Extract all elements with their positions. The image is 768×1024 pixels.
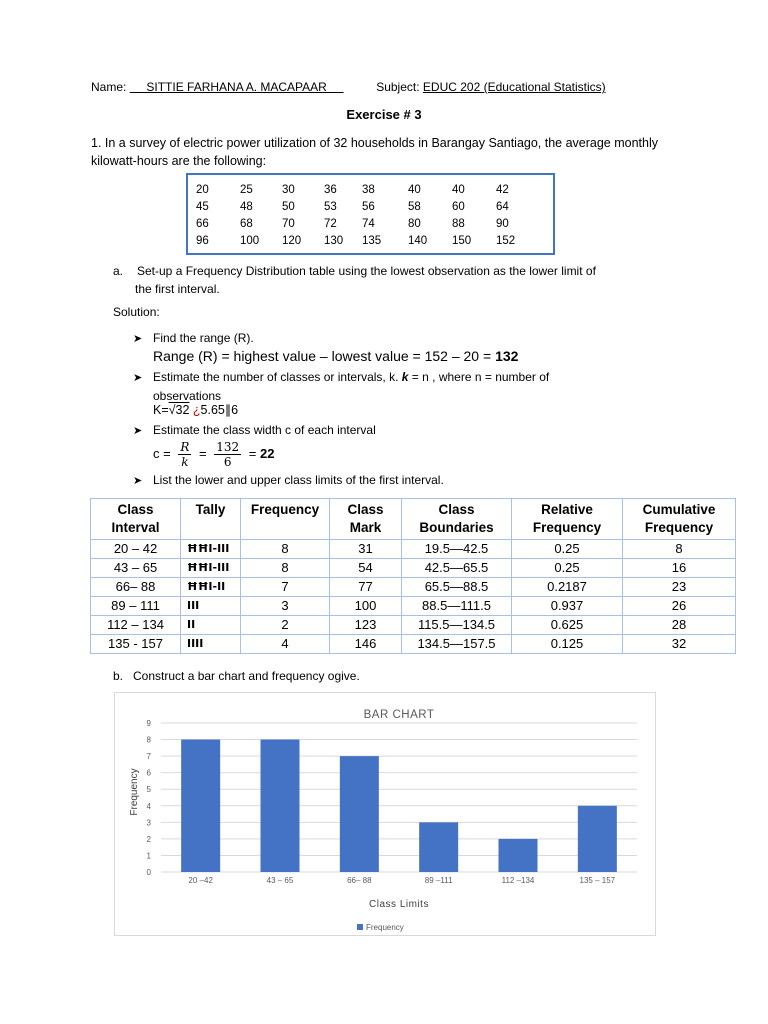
raw-data-cell: 88 (452, 217, 465, 230)
page-title: Exercise # 3 (346, 107, 422, 122)
table-header: Class Mark (330, 499, 402, 540)
table-cell: 123 (330, 616, 402, 635)
x-tick-label: 66– 88 (347, 876, 372, 885)
table-cell: 115.5—134.5 (402, 616, 512, 635)
table-cell: 0.937 (512, 597, 623, 616)
raw-data-cell: 68 (240, 217, 253, 230)
step-c-text: Estimate the class width c of each interval (153, 423, 376, 437)
y-tick-label: 8 (146, 735, 151, 745)
table-row (91, 597, 736, 616)
table-header: Relative Frequency (512, 499, 623, 540)
raw-data-cell: 140 (408, 234, 428, 247)
name-value: SITTIE FARHANA A. MACAPAAR (129, 80, 344, 94)
raw-data-cell: 50 (282, 200, 295, 213)
table-row (91, 559, 736, 578)
raw-data-cell: 74 (362, 217, 375, 230)
step-k-text-2: observations (153, 389, 222, 403)
arrow-bullet-icon: ➤ (133, 475, 143, 487)
raw-data-cell: 130 (324, 234, 344, 247)
raw-data-cell: 120 (282, 234, 302, 247)
table-cell: 66– 88 (91, 578, 181, 597)
raw-data-cell: 53 (324, 200, 337, 213)
table-cell: 100 (330, 597, 402, 616)
y-tick-label: 3 (146, 818, 151, 828)
table-cell: 16 (623, 559, 736, 578)
table-cell: 4 (241, 635, 330, 654)
y-tick-label: 6 (146, 768, 151, 778)
frequency-table (90, 498, 735, 654)
table-cell: 112 – 134 (91, 616, 181, 635)
raw-data-row (196, 232, 532, 249)
raw-data-cell: 152 (496, 234, 516, 247)
step-k-text-1: Estimate the number of classes or intervals, k. (153, 370, 399, 384)
step-k-text-mid: = n , where n = number of (408, 370, 550, 384)
step-c (133, 423, 376, 437)
raw-data-cell: 60 (452, 200, 465, 213)
table-cell: 2 (241, 616, 330, 635)
c-formula (153, 440, 274, 469)
table-cell: 8 (623, 540, 736, 559)
y-tick-label: 5 (146, 785, 151, 795)
subject-value: EDUC 202 (Educational Statistics) (422, 80, 606, 94)
raw-data-row (196, 215, 532, 232)
k-formula-red: ¿ (192, 403, 201, 417)
raw-data-cell: 42 (496, 183, 509, 196)
c-result: 22 (259, 445, 275, 461)
table-cell: 8 (241, 559, 330, 578)
name-label: Name: (91, 80, 127, 94)
range-formula-text: Range (R) = highest value – lowest value = 152 – 20 = (153, 348, 496, 364)
step-limits (133, 473, 444, 487)
raw-data-table (186, 173, 555, 255)
solution-label: Solution: (113, 305, 160, 319)
legend-label: Frequency (366, 923, 404, 932)
table-cell: 42.5—65.5 (402, 559, 512, 578)
table-cell: 54 (330, 559, 402, 578)
raw-data-cell: 80 (408, 217, 421, 230)
raw-data-cell: 70 (282, 217, 295, 230)
table-cell: 31 (330, 540, 402, 559)
arrow-bullet-icon: ➤ (133, 372, 143, 384)
raw-data-cell: 96 (196, 234, 209, 247)
legend-swatch (357, 924, 363, 930)
step-k (133, 368, 653, 405)
table-cell: 0.625 (512, 616, 623, 635)
raw-data-cell: 45 (196, 200, 209, 213)
table-cell: III (181, 597, 241, 616)
y-tick-label: 1 (146, 851, 151, 861)
y-axis-label: Frequency (129, 768, 140, 816)
step-range (133, 331, 254, 345)
table-row (91, 578, 736, 597)
raw-data-cell: 100 (240, 234, 260, 247)
k-formula-rest: 5.65∥6 (200, 403, 239, 417)
k-formula-prefix: K= (153, 403, 169, 417)
raw-data-row (196, 181, 532, 198)
x-tick-label: 135 – 157 (579, 876, 616, 885)
table-header: Cumulative Frequency (623, 499, 736, 540)
table-cell: 134.5—157.5 (402, 635, 512, 654)
bar (340, 756, 379, 872)
x-tick-label: 89 –111 (424, 876, 453, 885)
fraction-132-6: $\frac{132}{6}$ (216, 440, 240, 469)
table-row (91, 635, 736, 654)
raw-data-cell: 25 (240, 183, 253, 196)
table-cell: 135 - 157 (91, 635, 181, 654)
bar (419, 822, 458, 872)
c-result-eq: = (248, 445, 260, 461)
table-cell: 88.5—111.5 (402, 597, 512, 616)
x-tick-label: 20 –42 (188, 876, 213, 885)
table-cell: 7 (241, 578, 330, 597)
k-formula-sqrt: √32 (168, 403, 190, 417)
part-b: b. Construct a bar chart and frequency ogive. (113, 669, 360, 683)
raw-data-cell: 150 (452, 234, 472, 247)
table-cell: 20 – 42 (91, 540, 181, 559)
table-row (91, 616, 736, 635)
range-formula (153, 348, 518, 364)
bar (578, 806, 617, 872)
raw-data-cell: 20 (196, 183, 209, 196)
raw-data-cell: 90 (496, 217, 509, 230)
table-cell: 0.2187 (512, 578, 623, 597)
table-cell: 23 (623, 578, 736, 597)
chart-title: BAR CHART (363, 709, 435, 721)
y-tick-label: 0 (146, 868, 151, 877)
part-a-label: a. (113, 264, 124, 278)
table-cell: 89 – 111 (91, 597, 181, 616)
part-a-text-2: the first interval. (135, 282, 220, 296)
part-a (113, 262, 683, 298)
table-cell: ĦĦI-III (181, 559, 241, 578)
raw-data-cell: 56 (362, 200, 375, 213)
table-cell: ĦĦI-II (181, 578, 241, 597)
table-cell: 0.125 (512, 635, 623, 654)
table-cell: ĦĦI-III (181, 540, 241, 559)
raw-data-cell: 58 (408, 200, 421, 213)
table-header: Frequency (241, 499, 330, 540)
raw-data-cell: 38 (362, 183, 375, 196)
header-line (91, 80, 691, 94)
step-limits-text: List the lower and upper class limits of the first interval. (153, 473, 444, 487)
table-cell: 3 (241, 597, 330, 616)
raw-data-cell: 48 (240, 200, 253, 213)
raw-data-cell: 40 (452, 183, 465, 196)
fraction-r-k: $\frac{R}{k}$ (180, 440, 190, 469)
table-cell: 26 (623, 597, 736, 616)
raw-data-cell: 66 (196, 217, 209, 230)
y-tick-label: 4 (146, 801, 151, 811)
table-cell: 19.5—42.5 (402, 540, 512, 559)
part-a-text-1: Set-up a Frequency Distribution table using the lowest observation as the lower limit of (137, 264, 596, 278)
range-result: 132 (495, 348, 519, 364)
table-cell: 65.5—88.5 (402, 578, 512, 597)
table-cell: 0.25 (512, 559, 623, 578)
table-cell: 32 (623, 635, 736, 654)
k-variable: k (401, 370, 409, 384)
c-formula-lhs: c = (153, 445, 171, 461)
raw-data-cell: 64 (496, 200, 509, 213)
table-cell: 77 (330, 578, 402, 597)
table-cell: 8 (241, 540, 330, 559)
raw-data-cell: 36 (324, 183, 337, 196)
table-cell: 43 – 65 (91, 559, 181, 578)
x-tick-label: 112 –134 (501, 876, 535, 885)
table-cell: 0.25 (512, 540, 623, 559)
table-row (91, 540, 736, 559)
table-header: Tally (181, 499, 241, 540)
step-range-text: Find the range (R). (153, 331, 254, 345)
raw-data-cell: 135 (362, 234, 382, 247)
y-tick-label: 2 (146, 834, 151, 844)
table-cell: 28 (623, 616, 736, 635)
table-cell: 146 (330, 635, 402, 654)
subject-label: Subject: (376, 80, 420, 94)
raw-data-cell: 72 (324, 217, 337, 230)
y-tick-label: 9 (146, 719, 151, 728)
raw-data-row (196, 198, 532, 215)
table-header: Class Boundaries (402, 499, 512, 540)
raw-data-cell: 40 (408, 183, 421, 196)
question-1: 1. In a survey of electric power utilization of 32 households in Barangay Santiago, the average monthly kilowatt-hours are the following: (91, 136, 659, 168)
raw-data-cell: 30 (282, 183, 295, 196)
table-header: Class Interval (91, 499, 181, 540)
bar (499, 839, 538, 872)
c-formula-eq: = (199, 445, 207, 461)
k-formula (153, 402, 238, 417)
bar-chart (114, 692, 656, 936)
x-axis-label: Class Limits (369, 899, 429, 910)
bar (261, 740, 300, 872)
arrow-bullet-icon: ➤ (133, 425, 143, 437)
x-tick-label: 43 – 65 (266, 876, 294, 885)
arrow-bullet-icon: ➤ (133, 333, 143, 345)
table-cell: II (181, 616, 241, 635)
y-tick-label: 7 (146, 752, 151, 762)
bar (181, 740, 220, 872)
table-cell: IIII (181, 635, 241, 654)
